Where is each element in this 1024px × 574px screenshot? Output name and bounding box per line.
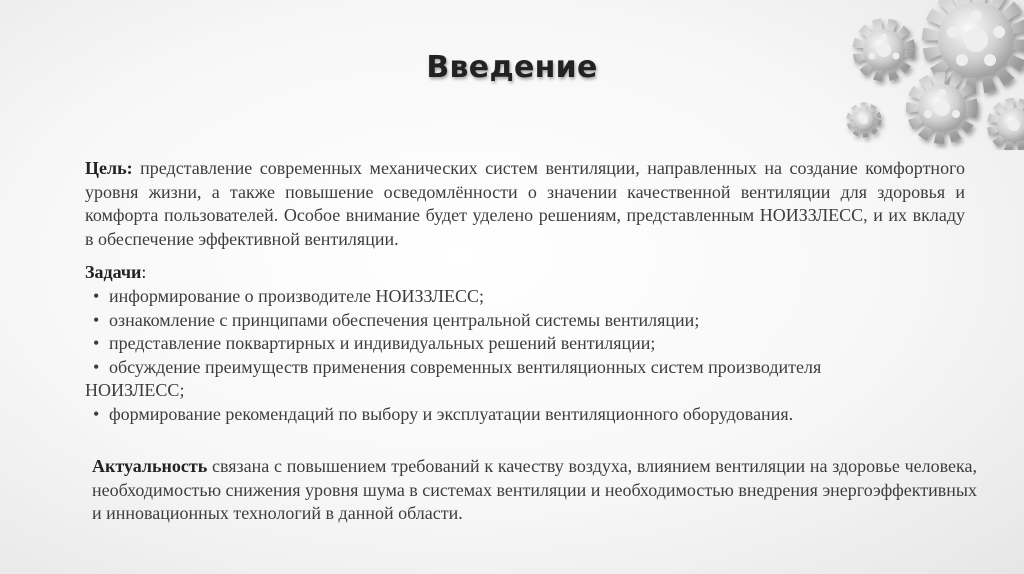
tasks-list: [85, 285, 965, 426]
relevance-paragraph: [92, 455, 977, 526]
list-item: [85, 332, 965, 356]
gear-icon: [912, 78, 972, 138]
list-item: [85, 403, 965, 427]
tasks-colon: :: [141, 262, 147, 282]
task-text: формирование рекомендаций по выбору и эксплуатации вентиляционного оборудования.: [109, 403, 794, 424]
list-item: [85, 285, 965, 309]
bullet-icon: •: [93, 286, 100, 306]
goal-text: представление современных механических систем вентиляции, направленных на создание комфортного уровня жизни, а также повышение осведомлённости о значении качественной вентиляции для здоровья и комфорта пользователей. Особое внимание будет уделено решениям, представленным НОИЗЗЛЕСС, и их вкладу в обеспечение эффективной вентиляции.: [85, 158, 965, 249]
gear-icon: [850, 106, 878, 134]
task-text: обсуждение преимуществ применения современных вентиляционных систем производителя: [109, 356, 822, 377]
task-text: представление поквартирных и индивидуальных решений вентиляции;: [109, 333, 656, 353]
task-text: информирование о производителе НОИЗЗЛЕСС;: [109, 286, 484, 306]
relevance-label: Актуальность: [92, 456, 208, 476]
goal-label: Цель:: [85, 158, 133, 178]
tasks-label: Задачи: [85, 262, 142, 282]
gear-icon: [992, 103, 1024, 147]
bullet-icon: •: [93, 403, 100, 424]
task-text: ознакомление с принципами обеспечения центральной системы вентиляции;: [109, 309, 700, 330]
tasks-heading: [85, 262, 146, 283]
task-text-continued: НОИЗЛЕСС;: [85, 380, 185, 400]
relevance-text: связана с повышением требований к качеству воздуха, влиянием вентиляции на здоровье человека, необходимостью снижения уровня шума в системах вентиляции и необходимостью внедрения энергоэффективных и инновационных технологий в данной области.: [92, 456, 978, 523]
bullet-icon: •: [93, 356, 100, 377]
bullet-icon: •: [93, 309, 100, 330]
bullet-icon: •: [93, 333, 100, 353]
list-item: [85, 356, 965, 403]
list-item: [85, 309, 965, 333]
goal-paragraph: [85, 157, 965, 251]
page-title: Введение: [426, 50, 598, 85]
